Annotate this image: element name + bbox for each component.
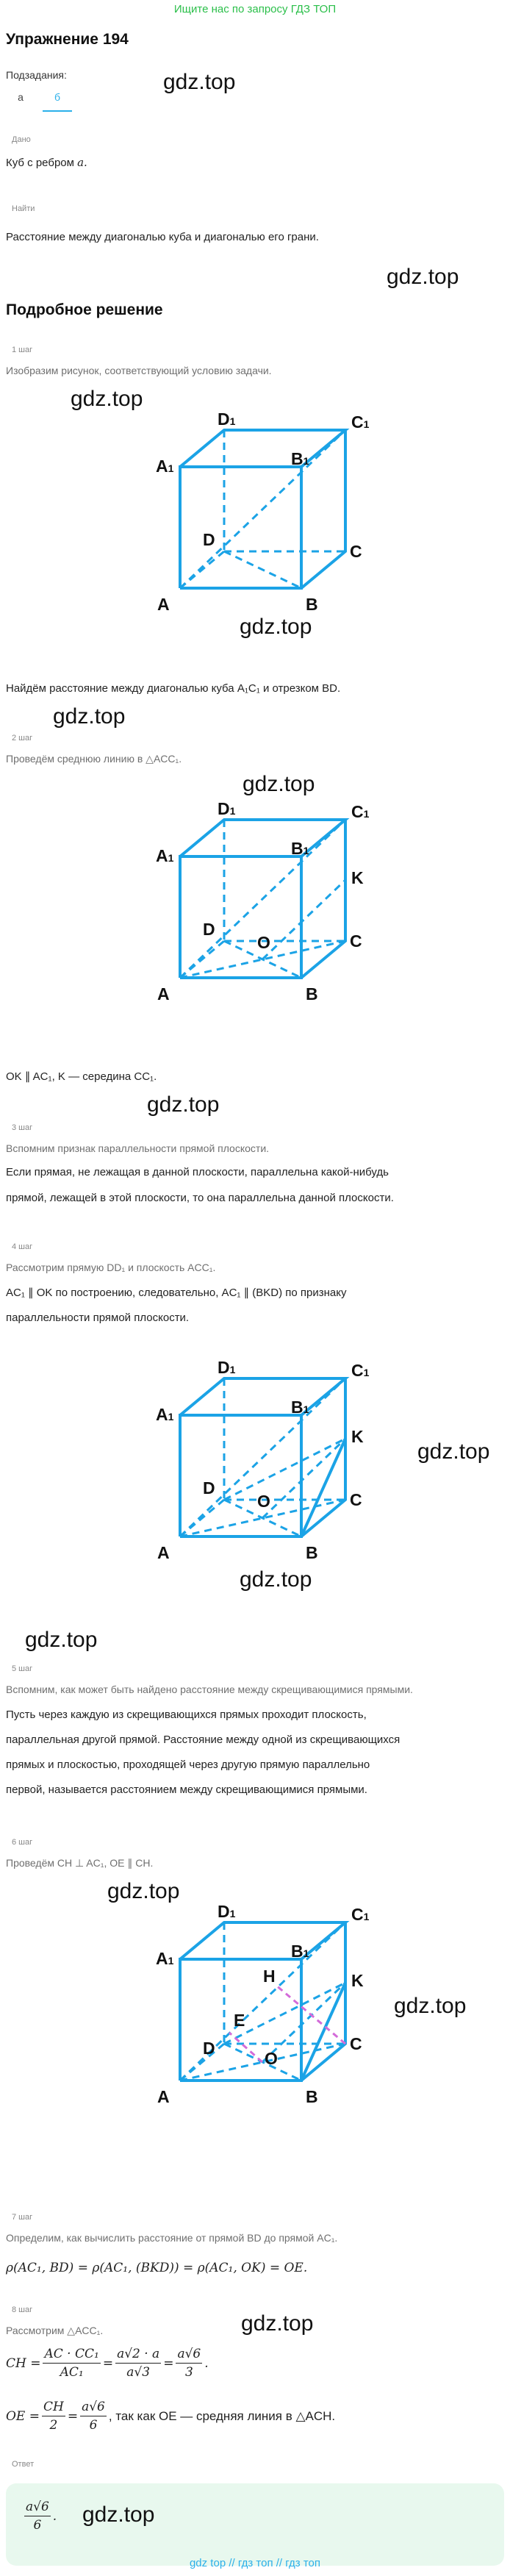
label-c1: C1 [351, 412, 370, 432]
svg-text:D: D [203, 1478, 215, 1498]
step-label: 6 шаг [12, 1838, 33, 1847]
step1-result: Найдём расстояние между диагональю куба A₁C₁ и отрезком BD. [6, 682, 341, 695]
svg-text:C1: C1 [351, 802, 370, 821]
step-text: Вспомним признак параллельности прямой плоскости. [6, 1142, 270, 1154]
svg-text:K: K [351, 1971, 364, 1990]
step5-line: Пусть через каждую из скрещивающихся прямых проходит плоскость, [6, 1709, 367, 1721]
cube-figure-2 [147, 801, 389, 1015]
find-label: Найти [12, 204, 35, 213]
label-d: D [203, 530, 215, 549]
svg-text:C: C [350, 931, 362, 951]
svg-text:B1: B1 [291, 1942, 309, 1961]
watermark: gdz.top [394, 1994, 467, 2018]
step4-line: параллельности прямой плоскости. [6, 1312, 190, 1324]
watermark: gdz.top [147, 1092, 220, 1117]
svg-text:K: K [351, 868, 364, 887]
answer-box [6, 2483, 504, 2566]
watermark: gdz.top [240, 615, 312, 639]
svg-text:D1: D1 [218, 1360, 236, 1377]
svg-text:D: D [203, 2039, 215, 2058]
step7-formula: ρ(AC₁, BD) = ρ(AC₁, (BKD)) = ρ(AC₁, OK) = OE. [6, 2261, 308, 2275]
watermark: gdz.top [82, 2502, 155, 2527]
step-text: Проведём среднюю линию в △ACC₁. [6, 753, 182, 765]
svg-text:D: D [203, 920, 215, 939]
page-title: Упражнение 194 [6, 31, 129, 48]
svg-text:O: O [257, 1492, 270, 1511]
footer-links[interactable]: gdz top // гдз топ // гдз топ [189, 2557, 321, 2569]
svg-text:B: B [306, 1543, 318, 1562]
step8-ch-formula: CH = $\frac{\text{AC · CC₁}}{\text{AC₁}}$ = $\frac{a√2 \cdot a}{a√3}$ = $\frac{a√6}{3}$ . [6, 2347, 209, 2380]
svg-text:B: B [306, 2087, 318, 2106]
svg-text:C1: C1 [351, 1905, 370, 1924]
svg-text:A1: A1 [156, 1949, 174, 1968]
watermark: gdz.top [241, 2311, 314, 2336]
svg-text:A1: A1 [156, 846, 174, 865]
label-a: A [157, 595, 170, 614]
step5-line: параллельная другой прямой. Расстояние между одной из скрещивающихся [6, 1734, 401, 1746]
step-label: 3 шаг [12, 1123, 33, 1132]
svg-text:D1: D1 [218, 1904, 236, 1921]
step-text: Изобразим рисунок, соответствующий условию задачи. [6, 365, 272, 376]
given-label: Дано [12, 135, 31, 144]
svg-text:H: H [263, 1967, 276, 1986]
svg-text:B: B [306, 984, 318, 1003]
watermark: gdz.top [163, 70, 236, 94]
svg-text:C: C [350, 2034, 362, 2053]
solution-title: Подробное решение [6, 301, 163, 318]
step5-line: прямых и плоскостью, проходящей через другую прямую параллельно [6, 1759, 370, 1771]
promo-banner[interactable]: Ищите нас по запросу ГДЗ ТОП [173, 3, 337, 15]
label-b1: B1 [291, 449, 309, 468]
label-b: B [306, 595, 318, 614]
tab-b[interactable]: б [54, 91, 61, 103]
svg-text:E: E [234, 2011, 245, 2030]
svg-text:B1: B1 [291, 839, 309, 858]
watermark: gdz.top [107, 1879, 180, 1903]
step5-line: первой, называется расстоянием между скрещивающимися прямыми. [6, 1783, 367, 1796]
svg-text:O: O [265, 2049, 278, 2068]
svg-text:C1: C1 [351, 1361, 370, 1380]
step-label: 8 шаг [12, 2305, 33, 2314]
step-label: 2 шаг [12, 734, 33, 743]
watermark: gdz.top [25, 1628, 98, 1652]
cube-figure-4 [147, 1904, 389, 2125]
tab-active-underline [43, 110, 72, 112]
svg-text:A1: A1 [156, 1405, 174, 1424]
step-text: Рассмотрим △ACC₁. [6, 2325, 104, 2336]
svg-text:O: O [257, 933, 270, 952]
find-text: Расстояние между диагональю куба и диагональю его грани. [6, 231, 319, 243]
watermark: gdz.top [71, 387, 143, 411]
step-text: Определим, как вычислить расстояние от прямой BD до прямой AC₁. [6, 2232, 338, 2244]
step4-line: AC₁ ∥ OK по построению, следовательно, AC₁ ∥ (BKD) по признаку [6, 1287, 347, 1299]
subtasks-label: Подзадания: [6, 69, 67, 81]
label-d1: D1 [218, 412, 236, 429]
svg-text:D1: D1 [218, 801, 236, 818]
step-text: Вспомним, как может быть найдено расстояние между скрещивающимися прямыми. [6, 1684, 413, 1695]
svg-text:A: A [157, 2087, 170, 2106]
step-label: 4 шаг [12, 1242, 33, 1251]
cube-figure-1 [147, 412, 389, 625]
step2-result: OK ∥ AC₁, K — середина CC₁. [6, 1070, 157, 1083]
step-label: 7 шаг [12, 2213, 33, 2222]
step-text: Проведём CH ⊥ AC₁, OE ∥ CH. [6, 1857, 154, 1869]
cube-figure-3 [147, 1360, 389, 1573]
watermark: gdz.top [53, 704, 126, 729]
svg-text:C: C [350, 1490, 362, 1509]
watermark: gdz.top [387, 265, 459, 289]
answer-value: $\frac{a√6}{6}$ . [26, 2500, 57, 2533]
svg-text:A: A [157, 984, 170, 1003]
step3-line: Если прямая, не лежащая в данной плоскости, параллельна какой-нибудь [6, 1166, 389, 1178]
tab-a[interactable]: а [18, 91, 24, 103]
watermark: gdz.top [417, 1439, 490, 1464]
svg-text:K: K [351, 1427, 364, 1446]
step-label: 1 шаг [12, 346, 33, 354]
svg-text:B1: B1 [291, 1398, 309, 1417]
step-label: 5 шаг [12, 1664, 33, 1673]
step-text: Рассмотрим прямую DD₁ и плоскость ACC₁. [6, 1262, 216, 1273]
given-text: Куб с ребром a. [6, 156, 87, 169]
answer-label: Ответ [12, 2460, 35, 2469]
label-c: C [350, 542, 362, 561]
watermark: gdz.top [240, 1567, 312, 1592]
step8-oe-formula: OE = $\frac{CH}{2}$ = $\frac{a√6}{6}$ , так как OE — средняя линия в △ACH. [6, 2400, 336, 2433]
step3-line: прямой, лежащей в этой плоскости, то она параллельна данной плоскости. [6, 1192, 394, 1204]
watermark: gdz.top [243, 772, 315, 796]
label-a1: A1 [156, 457, 174, 476]
svg-text:A: A [157, 1543, 170, 1562]
